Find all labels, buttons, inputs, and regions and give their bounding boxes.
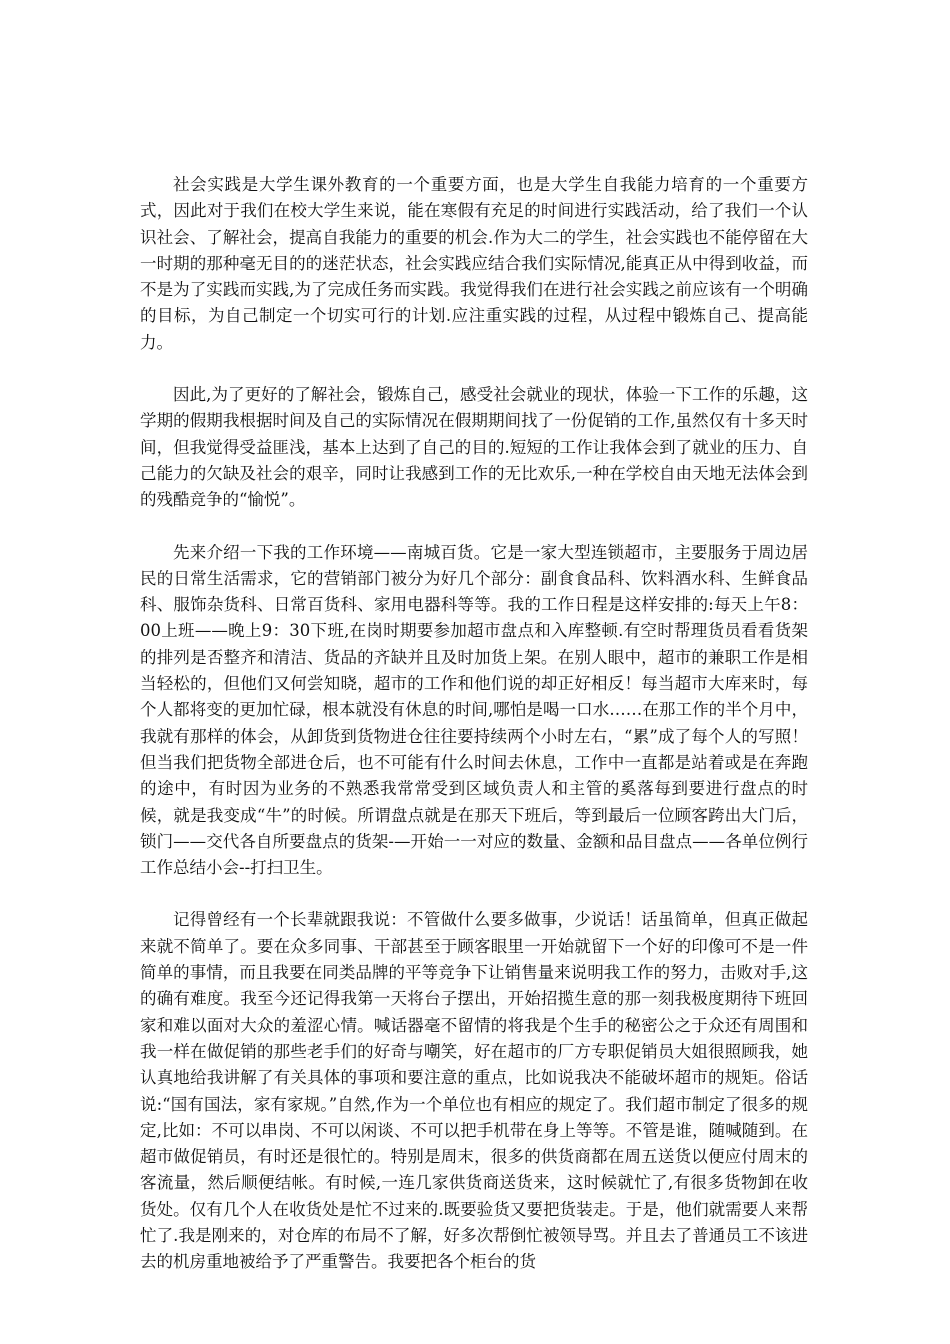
- document-body: [140, 172, 808, 1302]
- paragraph-work-environment: 先来介绍一下我的工作环境——南城百货。它是一家大型连锁超市，主要服务于周边居民的日常生活需求，它的营销部门被分为好几个部分：副食食品科、饮料酒水科、生鲜食品科、服饰杂货科、日常百货科、家用电器科等等。我的工作日程是这样安排的:每天上午8：00上班——晚上9：30下班,在岗时期要参加超市盘点和入库整顿.有空时帮理货员看看货架的排列是否整齐和清洁、货品的齐缺并且及时加货上架。在别人眼中，超市的兼职工作是相当轻松的，但他们又何尝知晓，超市的工作和他们说的却正好相反！每当超市大库来时，每个人都将变的更加忙碌，根本就没有休息的时间,哪怕是喝一口水……在那工作的半个月中，我就有那样的体会，从卸货到货物进仓往往要持续两个小时左右，“累”成了每个人的写照！但当我们把货物全部进仓后，也不可能有什么时间去休息，工作中一直都是站着或是在奔跑的途中，有时因为业务的不熟悉我常常受到区域负责人和主管的奚落每到要进行盘点的时候，就是我变成“牛”的时候。所谓盘点就是在那天下班后，等到最后一位顾客跨出大门后，锁门——交代各自所要盘点的货架-—开始一一对应的数量、金额和品目盘点——各单位例行工作总结小会--打扫卫生。: [140, 542, 808, 878]
- paragraph-experience: 记得曾经有一个长辈就跟我说：不管做什么要多做事，少说话！话虽简单，但真正做起来就不简单了。要在众多同事、干部甚至于顾客眼里一开始就留下一个好的印像可不是一件简单的事情，而且我要在同类品牌的平等竞争下让销售量来说明我工作的努力，击败对手,这的确有难度。我至今还记得我第一天将台子摆出，开始招揽生意的那一刻我极度期待下班回家和难以面对大众的羞涩心情。喊话器毫不留情的将我是个生手的秘密公之于众还有周围和我一样在做促销的那些老手们的好奇与嘲笑，好在超市的厂方专职促销员大姐很照顾我，她认真地给我讲解了有关具体的事项和要注意的重点，比如说我决不能破坏超市的规矩。俗话说:“国有国法，家有家规。”自然,作为一个单位也有相应的规定了。我们超市制定了很多的规定,比如：不可以串岗、不可以闲谈、不可以把手机带在身上等等。不管是谁，随喊随到。在超市做促销员，有时还是很忙的。特别是周末，很多的供货商都在周五送货以便应付周末的客流量，然后顺便结帐。有时候,一连几家供货商送货来，这时候就忙了,有很多货物卸在收货处。仅有几个人在收货处是忙不过来的.既要验货又要把货装走。于是，他们就需要人来帮忙了.我是刚来的，对仓库的布局不了解，好多次帮倒忙被领导骂。并且去了普通员工不该进去的机房重地被给予了严重警告。我要把各个柜台的货: [140, 910, 808, 1272]
- paragraph-social-practice: 社会实践是大学生课外教育的一个重要方面，也是大学生自我能力培育的一个重要方式，因此对于我们在校大学生来说，能在寒假有充足的时间进行实践活动，给了我们一个认识社会、了解社会，提高自我能力的重要的机会.作为大二的学生，社会实践也不能停留在大一时期的那种毫无目的的迷茫状态，社会实践应结合我们实际情况,能真正从中得到收益，而不是为了实践而实践,为了完成任务而实践。我觉得我们在进行社会实践之前应该有一个明确的目标，为自己制定一个切实可行的计划.应注重实践的过程，从过程中锻炼自己、提高能力。: [140, 175, 808, 352]
- paragraph-purpose: 因此,为了更好的了解社会，锻炼自己，感受社会就业的现状，体验一下工作的乐趣，这学期的假期我根据时间及自己的实际情况在假期期间找了一份促销的工作,虽然仅有十多天时间，但我觉得受益匪浅，基本上达到了自己的目的.短短的工作让我体会到了就业的压力、自己能力的欠缺及社会的艰辛，同时让我感到工作的无比欢乐,一种在学校自由天地无法体会到的残酷竞争的“愉悦”。: [140, 385, 808, 510]
